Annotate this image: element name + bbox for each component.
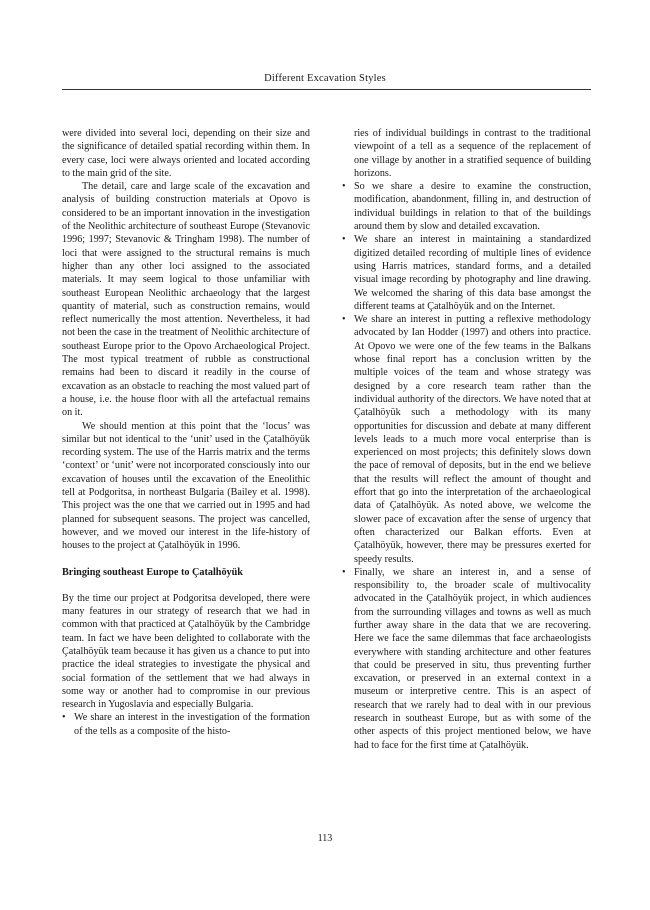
right-column: [342, 127, 591, 752]
page-number: 113: [317, 833, 333, 844]
bullet-icon: •: [342, 181, 346, 193]
list-item-text: Finally, we share an interest in, and a sense of responsibility to, the broader scale of multivocality advocated in the Çatalhöyük project, in which audiences from the surrounding villages and towns as well as much further away share in the data that we are recovering. Here we face the same dilemmas that face archaeologists everywhere with standing architecture and other features that could be preserved in situ, thus preventing further excavation, or preserved in an external context in a museum or interpretive centre. This is an aspect of research that we rarely had to deal with in our previous research in southeast Europe, but as with some of the other aspects of this project mentioned below, we have had to face for the first time at Çatalhöyük.: [354, 566, 591, 751]
bullet-icon: •: [62, 712, 66, 724]
list-item: [342, 566, 591, 752]
list-item: [342, 233, 591, 313]
bullet-icon: •: [342, 234, 346, 246]
paragraph: were divided into several loci, depending on their size and the significance of detailed spatial recording within them. In every case, loci were always oriented and located according to the main grid of the site.: [62, 128, 310, 179]
list-item: [342, 313, 591, 566]
list-item-text: We share an interest in the investigation of the formation of the tells as a composite of the histo-: [74, 712, 310, 737]
list-item-text: We share an interest in maintaining a standardized digitized detailed recording of multiple lines of evidence using Harris matrices, standard forms, and a detailed visual image recording by photography and line drawing. We welcomed the sharing of this data base amongst the different teams at Çatalhöyük and on the Internet.: [354, 234, 591, 312]
bullet-icon: •: [342, 314, 346, 326]
list-item: [342, 180, 591, 233]
bullet-list: [342, 127, 591, 752]
bullet-icon: •: [342, 566, 346, 578]
list-item-text: We share an interest in putting a reflexive methodology advocated by Ian Hodder (1997) and others into practice. At Opovo we were one of the few teams in the Balkans whose final report has a conclusion written by the multiple voices of the team and whose strategy was designed by a core research team rather than the individual authority of the directors. We have noted that at Çatalhöyük such a methodology with its many opportunities for discussion and debate at many different levels leads to a much more vocal enterprise than is experienced on most projects; this definitely slows down the pace of removal of deposits, but in the end we believe that the results will reflect the amount of thought and effort that go into the interpretation of the archaeological data of Çatalhöyük. As noted above, we welcome the slower pace of excavation after the sense of urgency that often characterized our Balkan efforts. Even at Çatalhöyük, however, there may be pressures exerted for speedy results.: [354, 314, 591, 565]
section-heading: Bringing southeast Europe to Çatalhöyük: [62, 566, 243, 578]
paragraph: By the time our project at Podgoritsa developed, there were many features in our strategy of research that we had in common with that practiced at Çatalhöyük by the Cambridge team. In fact we have been delighted to collaborate with the Çatalhöyük team because it has given us a chance to put into practice the ideal strategies to investigate the physical and social formation of the settlement that we had always in some way or another had to compromise in our previous research in Yugoslavia and especially Bulgaria.: [62, 592, 310, 711]
running-head: Different Excavation Styles: [264, 73, 386, 84]
header-rule: [62, 89, 591, 90]
list-item: [342, 127, 591, 180]
left-column: [62, 127, 310, 738]
list-item-text: ries of individual buildings in contrast to the traditional viewpoint of a tell as a sequence of the replacement of one village by another in a stratified sequence of building horizons.: [354, 128, 591, 179]
list-item: [62, 711, 310, 738]
paragraph: We should mention at this point that the ‘locus’ was similar but not identical to the ‘unit’ used in the Çatalhöyük recording system. The use of the Harris matrix and the terms ‘context’ or ‘unit’ were not incorporated consciously into our excavation of houses until the excavation of the Eneolithic tell at Podgoritsa, in northeast Bulgaria (Bailey et al. 1998). This project was the one that we carried out in 1995 and had planned for subsequent seasons. The project was cancelled, however, and we moved our interest in the life-history of houses to the project at Çatalhöyük in 1996.: [62, 420, 310, 552]
bullet-list: [62, 711, 310, 738]
list-item-text: So we share a desire to examine the construction, modification, abandonment, filling in, and destruction of individual buildings in relation to that of the buildings around them by slow and detailed excavation.: [354, 181, 591, 233]
paragraph: The detail, care and large scale of the excavation and analysis of building construction materials at Opovo is considered to be an important innovation in the investigation of the Neolithic architecture of southeast Europe (Stevanovic 1996; 1997; Stevanovic & Tringham 1998). The number of loci that were assigned to the structural remains is much higher than any other loci assigned to the associated materials. It may seem logical to those unfamiliar with southeast European Neolithic archaeology that the largest quantity of material, such as construction remains, would reflect numerically the most attention. Nevertheless, it had not been the case in the treatment of Neolithic architecture of southeast Europe prior to the Opovo Archaeological Project. The most typical treatment of rubble as constructional remains had been to discard it readily in the course of excavation as an obstacle to reaching the most valued part of a house, i.e. the house floor with all the artefactual remains on it.: [62, 181, 310, 419]
